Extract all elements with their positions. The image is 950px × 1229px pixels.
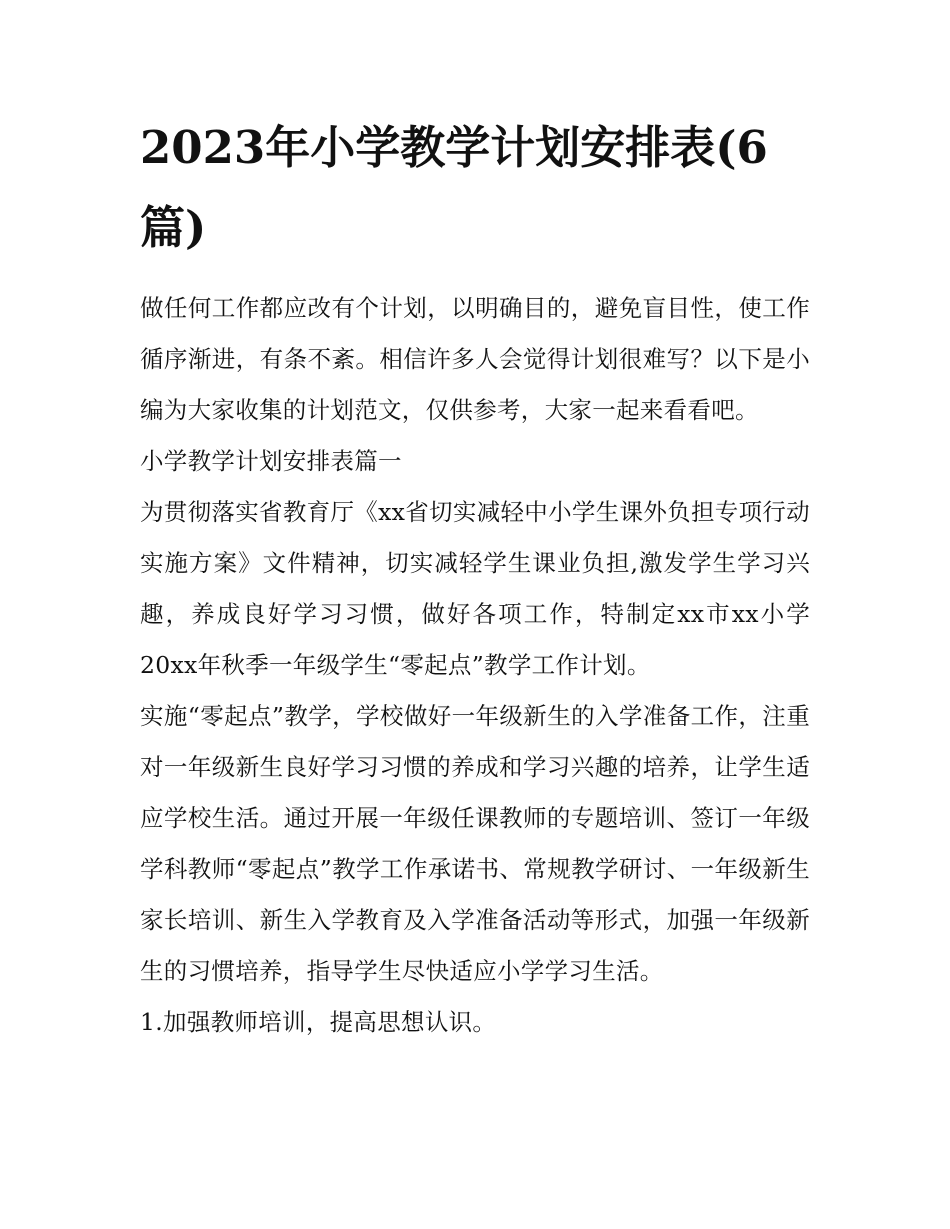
body-paragraph: 为贯彻落实省教育厅《xx省切实减轻中小学生课外负担专项行动实施方案》文件精神，切实减轻学生课业负担,激发学生学习兴趣，养成良好学习习惯，做好各项工作，特制定xx市xx小学20xx年秋季一年级学生“零起点”教学工作计划。 bbox=[140, 498, 810, 679]
section-heading: 小学教学计划安排表篇一 bbox=[140, 447, 402, 475]
list-item: 1.加强教师培训，提高思想认识。 bbox=[140, 1008, 497, 1036]
body-paragraph: 实施“零起点”教学，学校做好一年级新生的入学准备工作，注重对一年级新生良好学习习惯的养成和学习兴趣的培养，让学生适应学校生活。通过开展一年级任课教师的专题培训、签订一年级学科教师“零起点”教学工作承诺书、常规教学研讨、一年级新生家长培训、新生入学教育及入学准备活动等形式，加强一年级新生的习惯培养，指导学生尽快适应小学学习生活。 bbox=[140, 702, 810, 985]
document-page bbox=[140, 108, 810, 1048]
document-body bbox=[140, 283, 810, 1048]
document-title: 2023年小学教学计划安排表(6篇) bbox=[140, 121, 768, 254]
intro-paragraph: 做任何工作都应改有个计划，以明确目的，避免盲目性，使工作循序渐进，有条不紊。相信许多人会觉得计划很难写？以下是小编为大家收集的计划范文，仅供参考，大家一起来看看吧。 bbox=[140, 294, 810, 424]
